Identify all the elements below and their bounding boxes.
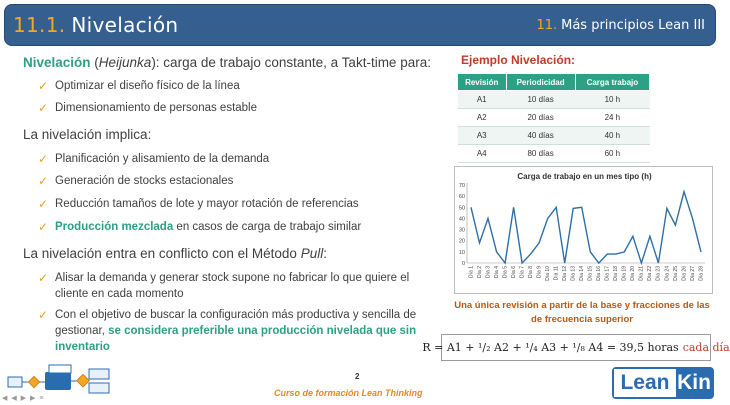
x-tick-label: Día 18 — [613, 266, 620, 281]
x-tick-label: Día 16 — [596, 266, 603, 281]
x-tick-label: Día 3 — [485, 266, 492, 278]
y-tick-label: 20 — [458, 238, 465, 245]
section-title — [536, 18, 705, 33]
list-item: ✓ Optimizar el diseño físico de la línea — [38, 79, 240, 93]
chart-svg — [455, 167, 714, 295]
x-tick-label: Día 27 — [689, 266, 696, 281]
x-tick-label: Día 4 — [493, 266, 500, 278]
list-item: ✓ Planificación y alisamiento de la demanda — [38, 152, 270, 166]
x-tick-label: Día 24 — [664, 266, 671, 281]
table-row: A3 40 días 40 h — [458, 127, 650, 145]
section-text: Más principios Lean III — [561, 17, 705, 33]
x-tick-label: Día 1 — [468, 266, 475, 278]
x-tick-label: Día 5 — [502, 266, 509, 278]
x-tick-label: Día 6 — [510, 266, 517, 278]
conflicto-heading: La nivelación entra en conflicto con el Método Pull: — [23, 246, 327, 261]
chart-note: Una única revisión a partir de la base y fracciones de las de frecuencia superior — [454, 300, 710, 325]
page-number: 2 — [355, 372, 360, 381]
x-tick-label: Día 14 — [579, 266, 586, 281]
slide-nav-controls[interactable]: ◀ ◀ ▶ ▶ ≡ — [2, 395, 45, 402]
process-diagram-icon — [3, 363, 115, 395]
x-tick-label: Día 22 — [647, 266, 654, 281]
leankin-logo — [612, 367, 714, 399]
column-header: Periodicidad — [506, 74, 575, 91]
list-item: ✓ Dimensionamiento de personas estable — [38, 101, 258, 115]
list-item: ✓ Generación de stocks estacionales — [38, 174, 234, 188]
x-tick-label: Día 23 — [655, 266, 662, 281]
table-row: A1 10 días 10 h — [458, 91, 650, 109]
example-title: Ejemplo Nivelación: — [461, 53, 576, 67]
check-icon: ✓ — [38, 101, 49, 115]
formula-text: R = A1 + ¹/₂ A2 + ¹/₄ A3 + ¹/₈ A4 = 39,5 horas — [422, 341, 679, 354]
x-tick-label: Día 26 — [681, 266, 688, 281]
check-icon: ✓ — [38, 271, 49, 285]
x-tick-label: Día 11 — [553, 266, 560, 281]
example-table — [457, 73, 650, 163]
slide-header — [4, 4, 716, 46]
x-tick-label: Día 7 — [519, 266, 526, 278]
intro-open: ( — [90, 55, 99, 70]
x-tick-label: Día 19 — [621, 266, 628, 281]
x-tick-label: Día 12 — [562, 266, 569, 281]
x-tick-label: Día 17 — [604, 266, 611, 281]
intro-term-alt: Heijunka — [98, 55, 152, 70]
intro-line — [23, 55, 431, 70]
formula-box — [422, 334, 730, 361]
y-tick-label: 10 — [458, 249, 465, 256]
logo-lean: Lean — [614, 369, 676, 397]
y-tick-label: 30 — [458, 227, 465, 234]
column-header: Carga trabajo — [575, 74, 649, 91]
x-tick-label: Día 21 — [638, 266, 645, 281]
column-header: Revisión — [458, 74, 507, 91]
table-row: A4 80 días 60 h — [458, 145, 650, 163]
check-icon: ✓ — [38, 152, 49, 166]
title-text: Nivelación — [71, 13, 179, 37]
check-icon: ✓ — [38, 220, 49, 234]
logo-kin: Kin — [676, 369, 712, 397]
check-icon: ✓ — [38, 197, 49, 211]
x-tick-label: Día 9 — [536, 266, 543, 278]
check-icon: ✓ — [38, 174, 49, 188]
x-tick-label: Día 8 — [527, 266, 534, 278]
list-item: ✓ Alisar la demanda y generar stock supone no fabricar lo que quiere el cliente en cada momento — [38, 271, 410, 300]
y-tick-label: 0 — [461, 261, 465, 267]
y-tick-label: 70 — [458, 183, 465, 189]
intro-rest: ): carga de trabajo constante, a Takt-time para: — [151, 55, 431, 70]
list-item: ✓ Producción mezclada en casos de carga de trabajo similar — [38, 220, 362, 234]
series-line — [471, 192, 701, 263]
title-number: 11.1. — [13, 13, 66, 37]
implica-heading: La nivelación implica: — [23, 127, 152, 142]
x-tick-label: Día 2 — [476, 266, 483, 278]
section-number: 11. — [536, 17, 558, 33]
x-tick-label: Día 25 — [672, 266, 679, 281]
x-tick-label: Día 20 — [630, 266, 637, 281]
check-icon: ✓ — [38, 308, 49, 322]
x-tick-label: Día 10 — [544, 266, 551, 281]
chart-title: Carga de trabajo en un mes tipo (h) — [517, 172, 652, 181]
workload-chart — [454, 166, 713, 294]
x-tick-label: Día 13 — [570, 266, 577, 281]
list-item: ✓ Con el objetivo de buscar la configuración más productiva y sencilla de gestionar, se considera preferible una producción nivelada que sin inventario — [38, 308, 417, 353]
formula-highlight: cada día — [682, 341, 730, 354]
y-tick-label: 40 — [458, 216, 465, 223]
table-row: A2 20 días 24 h — [458, 109, 650, 127]
y-tick-label: 50 — [458, 205, 465, 212]
intro-term: Nivelación — [23, 55, 91, 70]
check-icon: ✓ — [38, 79, 49, 93]
slide-title — [13, 13, 178, 37]
x-tick-label: Día 15 — [587, 266, 594, 281]
x-tick-label: Día 28 — [698, 266, 705, 281]
highlight-text: Producción mezclada — [55, 221, 174, 233]
list-item: ✓ Reducción tamaños de lote y mayor rotación de referencias — [38, 197, 359, 211]
course-name: Curso de formación Lean Thinking — [274, 388, 423, 398]
y-tick-label: 60 — [458, 194, 465, 201]
